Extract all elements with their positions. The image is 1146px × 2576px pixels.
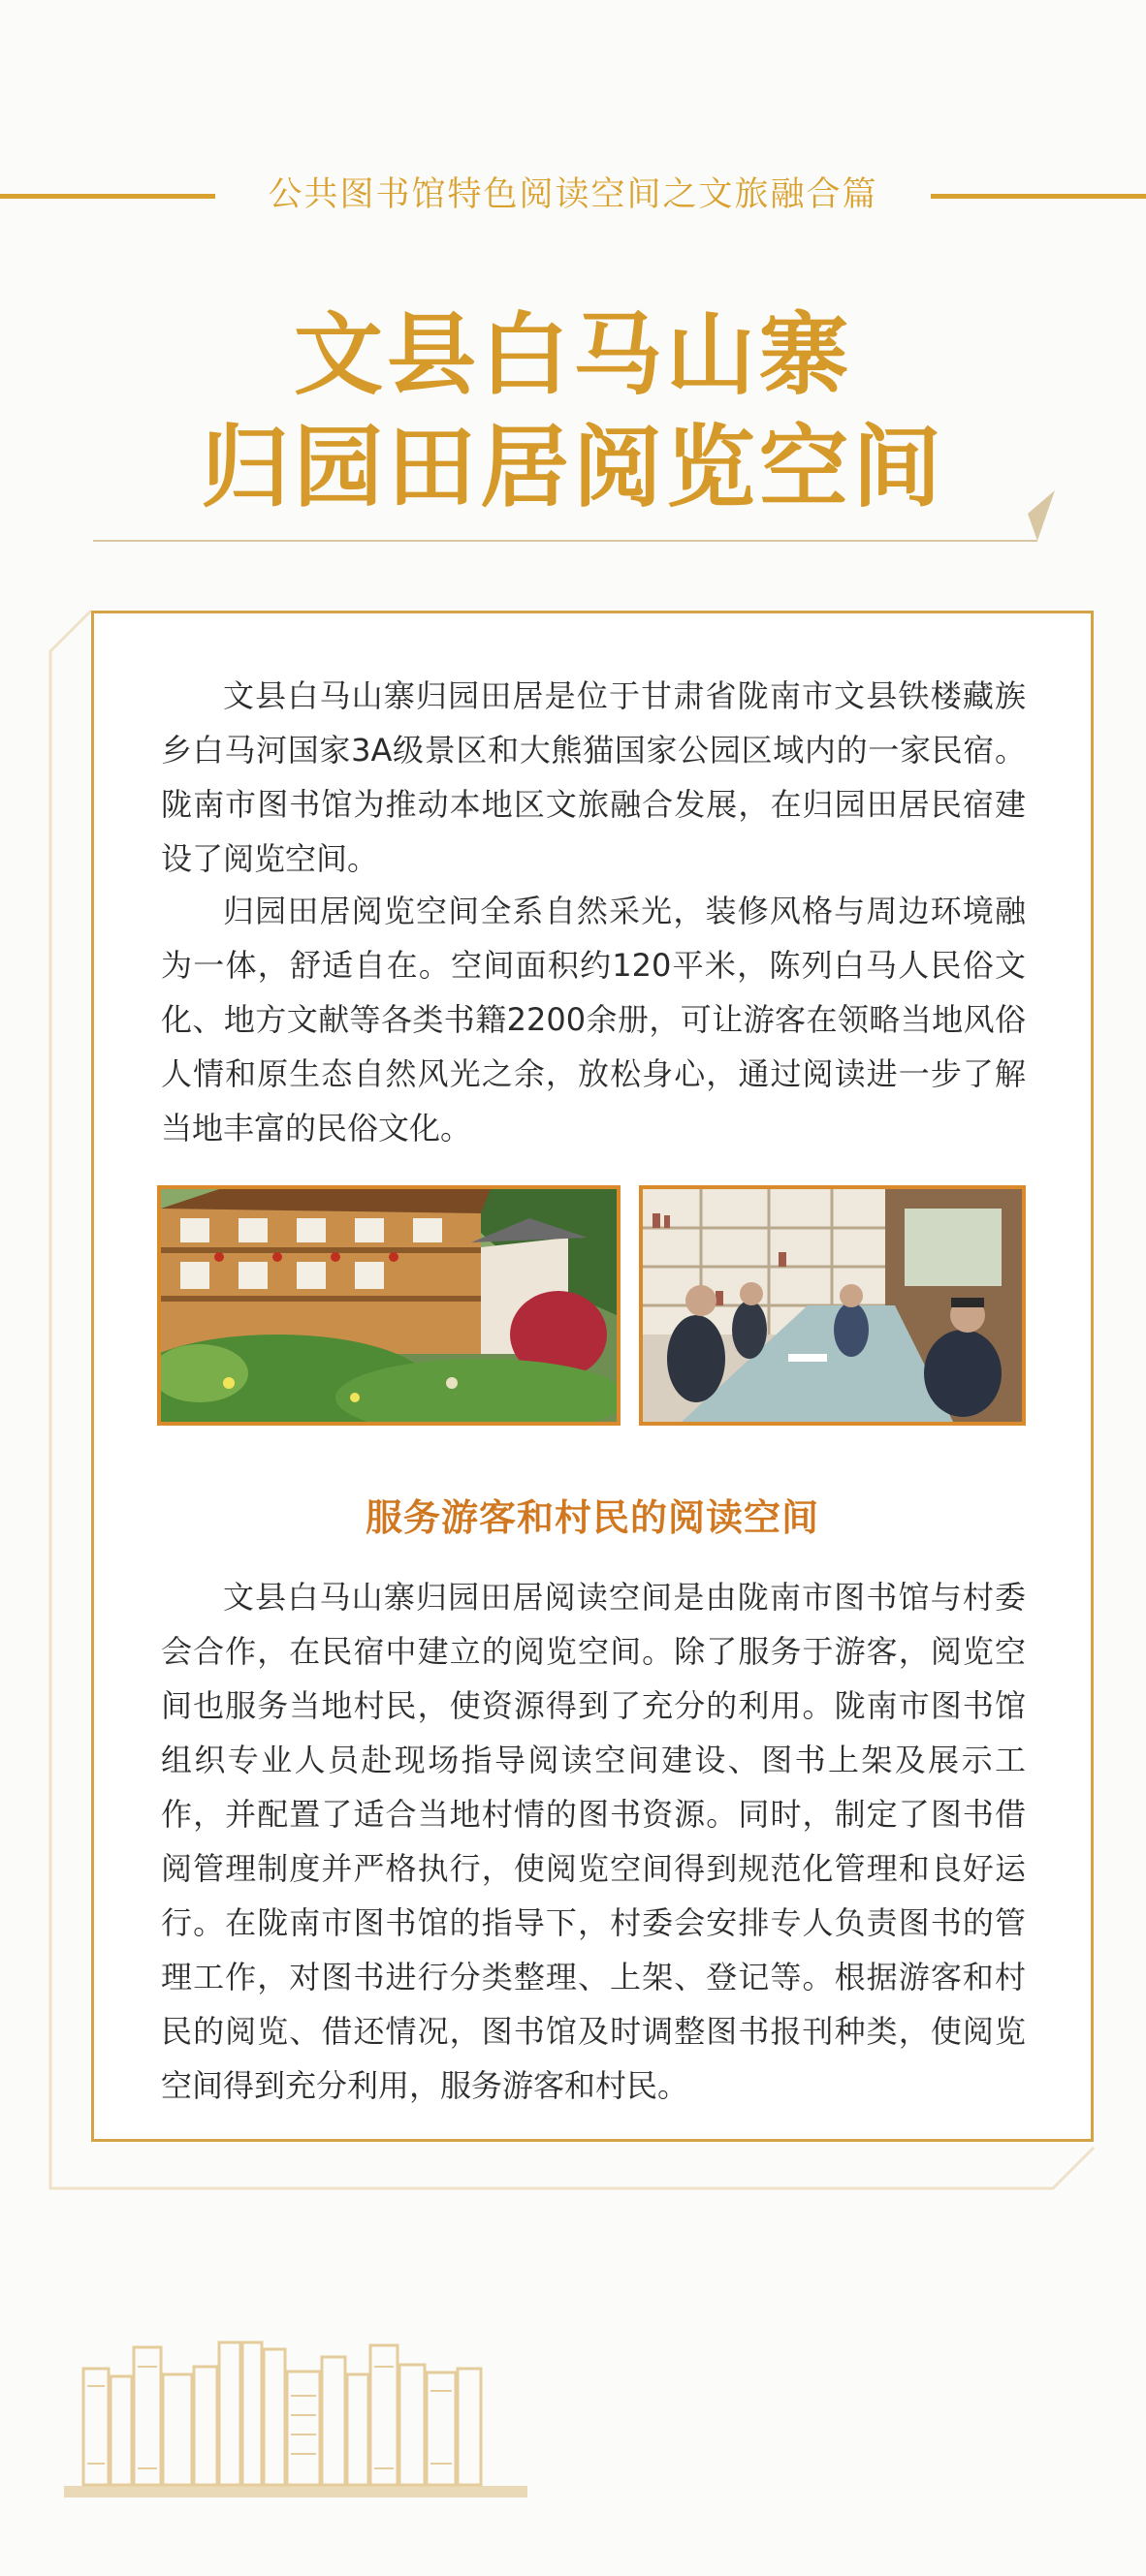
bookshelf-decoration [64, 2338, 529, 2502]
intro-paragraph-2: 归园田居阅览空间全系自然采光，装修风格与周边环境融为一体，舒适自在。空间面积约120平米，陈列白马人民俗文化、地方文献等各类书籍2200余册，可让游客在领略当地风俗人情和原生态自然风光之余，放松身心，通过阅读进一步了解当地丰富的民俗文化。 [161, 893, 1026, 1147]
section-paragraph: 文县白马山寨归园田居阅读空间是由陇南市图书馆与村委会合作，在民宿中建立的阅览空间。除了服务于游客，阅览空间也服务当地村民，使资源得到了充分的利用。陇南市图书馆组织专业人员赴现场指导阅读空间建设、图书上架及展示工作，并配置了适合当地村情的图书资源。同时，制定了图书借阅管理制度并严格执行，使阅览空间得到规范化管理和良好运行。在陇南市图书馆的指导下，村委会安排专人负责图书的管理工作，对图书进行分类整理、上架、登记等。根据游客和村民的阅览、借还情况，图书馆及时调整图书报刊种类，使阅览空间得到充分利用，服务游客和村民。 [161, 1579, 1026, 2104]
photo-reading-room [639, 1185, 1026, 1426]
intro-paragraph-1: 文县白马山寨归园田居是位于甘肃省陇南市文县铁楼藏族乡白马河国家3A级景区和大熊猫国家公园区域内的一家民宿。陇南市图书馆为推动本地区文旅融合发展，在归园田居民宿建设了阅览空间。 [161, 677, 1026, 877]
section-heading: 服务游客和村民的阅读空间 [365, 1496, 819, 1539]
page-title-line1: 文县白马山寨 [293, 303, 852, 407]
page-title-line2: 归园田居阅览空间 [200, 416, 945, 519]
series-title: 公共图书馆特色阅读空间之文旅融合篇 [268, 175, 878, 214]
photo-guesthouse-exterior [157, 1185, 621, 1426]
